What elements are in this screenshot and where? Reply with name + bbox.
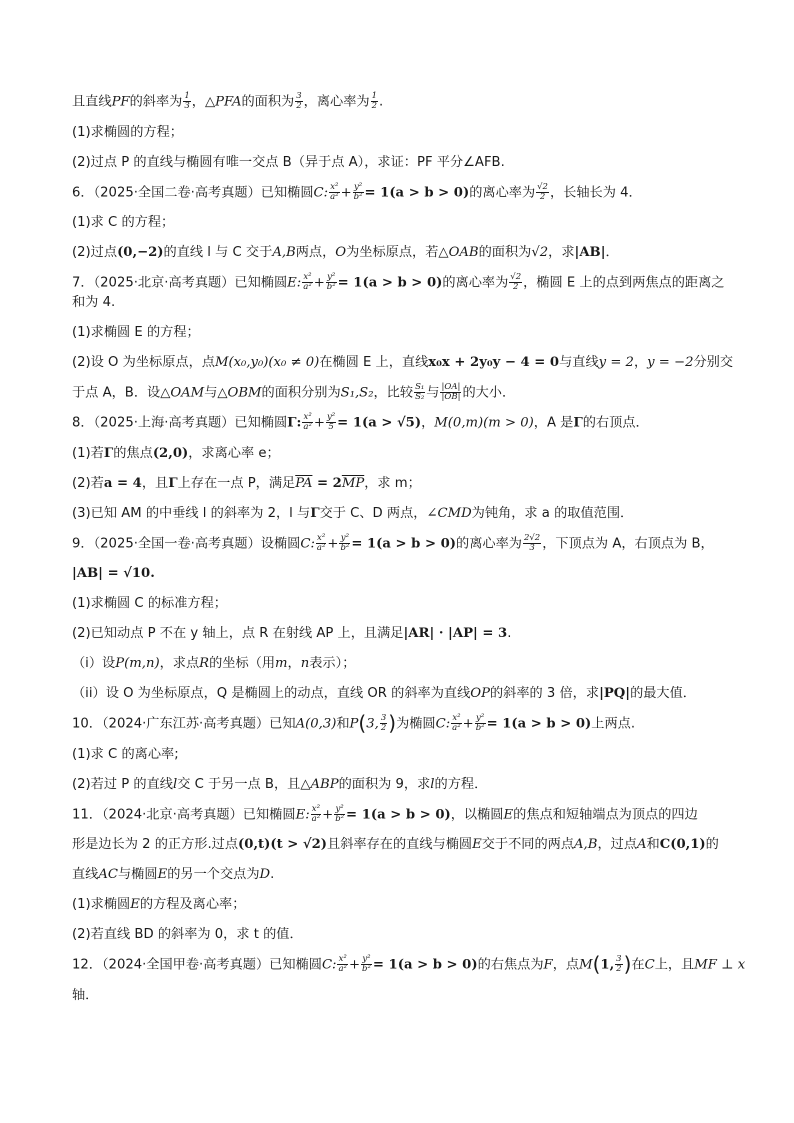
text: 的面积为 — [478, 245, 532, 260]
text: ，比较 — [373, 385, 414, 400]
text: ，求 m； — [364, 475, 421, 491]
text: . — [379, 94, 384, 110]
paren-close: ) — [623, 952, 632, 976]
paren-open: ( — [592, 952, 601, 976]
text: (1)求椭圆 — [72, 897, 131, 912]
math: D — [259, 867, 271, 882]
paren-open: ( — [358, 711, 367, 735]
math: △OBM — [217, 385, 262, 400]
text: （ii）设 O 为坐标原点，Q 是椭圆上的动点，直线 OR 的斜率为直线 — [72, 686, 471, 701]
math: C: — [313, 185, 329, 200]
fraction: $\frac{\text{x²}}{\text{a²}}$ — [338, 954, 347, 974]
fraction: $\frac{\text{y²}}{\text{b²}}$ — [353, 181, 363, 202]
text: 10．（2024·广东江苏·高考真题）已知 — [72, 716, 296, 732]
text: ，长轴长为 4． — [549, 185, 642, 200]
text: 上两点. — [591, 716, 636, 732]
math: + — [340, 185, 352, 200]
text: 与椭圆 — [118, 867, 158, 882]
fraction: $\frac{|OA|}{|OB|}$ — [441, 381, 461, 402]
math: (0,−2) — [117, 245, 164, 260]
fraction: $\frac{\text{y²}}{5}$ — [326, 412, 336, 432]
text: 于点 A，B．设 — [72, 385, 161, 400]
fraction: $\frac{\text{y²}}{\text{b²}}$ — [362, 954, 371, 974]
text: 的斜率的 3 倍，求 — [489, 686, 600, 701]
text: (2)若过 P 的直线 — [72, 776, 173, 792]
text: 的面积分别为 — [261, 385, 341, 400]
p8-stem — [72, 413, 732, 433]
problem-list — [72, 91, 746, 1016]
math: + — [327, 536, 339, 551]
p6-stem — [72, 183, 732, 203]
text: 的离心率为 — [456, 536, 522, 551]
fraction: $\frac{3}{2}$ — [296, 91, 302, 111]
p6-question-2 — [72, 243, 732, 262]
math: AC — [98, 867, 118, 882]
math: + — [322, 807, 334, 822]
text: ，点 — [552, 957, 580, 973]
p9-question-1: (1)求椭圆 C 的标准方程； — [72, 596, 227, 611]
math: y = 2 — [598, 354, 634, 370]
text: 交于不同的两点 — [481, 837, 575, 852]
math: A(0,3) — [295, 716, 337, 732]
text: 分别交 — [693, 354, 734, 370]
p5-condition — [72, 92, 732, 112]
fraction: $\frac{\text{x²}}{\text{a²}}$ — [452, 713, 461, 733]
fraction: $\frac{2√2}{3}$ — [523, 532, 541, 553]
text: 两点， — [295, 245, 336, 260]
text: ，过点 — [597, 837, 638, 852]
p11-question-1 — [72, 895, 732, 914]
math: C(0,1) — [659, 837, 706, 852]
text: ，求点 — [159, 656, 200, 671]
math: (0,t)(t > √2) — [238, 837, 328, 852]
text: 为钝角，求 a 的取值范围． — [471, 505, 634, 521]
math: P — [349, 716, 359, 732]
p11-stem — [72, 805, 732, 825]
text: ，且 — [141, 475, 169, 491]
text: 且斜率存在的直线与椭圆 — [327, 837, 473, 852]
text: 11．（2024·北京·高考真题）已知椭圆 — [72, 807, 296, 822]
math: = 1(a > b > 0) — [372, 957, 478, 973]
math: OP — [470, 686, 490, 701]
text: 的右顶点． — [582, 415, 649, 431]
math: E — [472, 837, 482, 852]
p8-question-1 — [72, 444, 732, 463]
fraction: $\frac{\text{x²}}{\text{a²}}$ — [303, 412, 312, 432]
text: 与 — [426, 385, 440, 400]
math: S₁,S₂ — [340, 385, 374, 400]
text: 的 — [705, 837, 719, 852]
text: 的焦点 — [113, 445, 153, 461]
text: 和 — [336, 716, 350, 732]
math: P(m,n) — [115, 656, 160, 671]
text: 为坐标原点，若 — [346, 245, 439, 260]
math: △OAB — [438, 245, 479, 260]
math: = 1(a > b > 0) — [346, 807, 451, 822]
math: E: — [287, 275, 302, 291]
fraction: $\frac{\text{y²}}{\text{b²}}$ — [340, 532, 350, 553]
paren-close: ) — [388, 711, 397, 735]
p6-question-1: (1)求 C 的方程； — [72, 215, 175, 230]
fraction: $\frac{3}{2}$ — [380, 713, 387, 733]
math: M(x₀,y₀)(x₀ ≠ 0) — [214, 354, 320, 370]
fraction: $\frac{\text{x²}}{\text{a²}}$ — [311, 803, 321, 824]
math: PF — [111, 94, 130, 110]
math: A,B — [574, 837, 598, 852]
math: (2,0) — [152, 445, 189, 461]
text: ， — [191, 94, 205, 110]
math: + — [462, 716, 474, 732]
math: l — [172, 776, 178, 792]
text: 的离心率为 — [442, 275, 509, 291]
math: MF ⊥ x — [694, 957, 746, 973]
text: (2)过点 — [72, 245, 118, 260]
math: ∠CMD — [426, 505, 472, 521]
math: + — [313, 415, 325, 431]
math: m — [275, 656, 288, 671]
p11-question-2: (2)若直线 BD 的斜率为 0，求 t 的值． — [72, 927, 303, 942]
math: 3, — [366, 716, 379, 732]
math: = 1(a > √5) — [337, 415, 422, 431]
fraction: $\frac{\text{y²}}{\text{b²}}$ — [335, 803, 345, 824]
fraction: $\frac{\text{x²}}{\text{a²}}$ — [330, 181, 339, 202]
p10-question-2 — [72, 775, 732, 794]
fraction: $\frac{√2}{2}$ — [537, 181, 548, 202]
text: 的方程． — [434, 776, 488, 792]
math: = 1(a > b > 0) — [337, 275, 443, 291]
text: 且直线 — [72, 94, 112, 110]
math: Γ — [573, 415, 583, 431]
math: A — [637, 837, 647, 852]
math: O — [335, 245, 347, 260]
math: M(0,m)(m > 0) — [434, 415, 534, 431]
text: ， — [633, 354, 648, 370]
text: 6．（2025·全国二卷·高考真题）已知椭圆 — [72, 185, 314, 200]
p8-question-3 — [72, 504, 732, 523]
text: 的大小． — [462, 385, 516, 400]
text: (2)已知动点 P 不在 y 轴上，点 R 在射线 AP 上，且满足 — [72, 626, 404, 641]
text: 8．（2025·上海·高考真题）已知椭圆 — [72, 415, 288, 431]
p11-stem-cont — [72, 835, 732, 854]
p7-question-2-cont — [72, 383, 732, 403]
p10-stem — [72, 711, 732, 735]
math: Γ: — [287, 415, 302, 431]
text: 上，且 — [654, 957, 695, 973]
text: 7．（2025·北京·高考真题）已知椭圆 — [72, 275, 288, 291]
math: E — [157, 867, 168, 882]
math: E: — [295, 807, 310, 822]
math: △PFA — [204, 94, 242, 110]
p9-question-2-ii — [72, 684, 732, 703]
text: 的坐标（用 — [209, 656, 276, 671]
math: R — [199, 656, 210, 671]
fraction: $\frac{√2}{2}$ — [510, 272, 522, 292]
fraction: $\frac{\text{y²}}{\text{b²}}$ — [475, 713, 485, 733]
text: 9．（2025·全国一卷·高考真题）设椭圆 — [72, 536, 301, 551]
math: F — [543, 957, 553, 973]
text: ， — [287, 656, 301, 671]
p7-question-2 — [72, 353, 732, 372]
math: Γ — [168, 475, 178, 491]
math: C: — [300, 536, 315, 551]
text: 在 — [631, 957, 645, 973]
math: E — [503, 807, 514, 822]
math: 1, — [600, 957, 615, 973]
vector: $\overline{MP}$ — [341, 475, 365, 491]
p9-question-2 — [72, 624, 732, 643]
p7-stem — [72, 273, 732, 312]
text: . — [270, 867, 275, 882]
math: + — [313, 275, 325, 291]
math: |PQ| — [599, 686, 631, 701]
math: = 1(a > b > 0) — [486, 716, 592, 732]
text: ，以椭圆 — [450, 807, 504, 822]
text: 交 C 于另一点 B，且 — [177, 776, 301, 792]
p9-stem — [72, 534, 732, 554]
math: |AR| · |AP| = 3 — [403, 626, 508, 641]
math: = 2 — [312, 475, 342, 491]
text: ，求 — [548, 245, 575, 260]
text: . — [507, 626, 512, 641]
text: 12．（2024·全国甲卷·高考真题）已知椭圆 — [72, 957, 322, 973]
fraction: $\frac{\text{y²}}{\text{b²}}$ — [326, 272, 336, 292]
p9-ab: |AB| = √10. — [72, 566, 155, 581]
math: y = −2 — [647, 354, 694, 370]
text: ． — [605, 245, 619, 260]
text: 的方程及离心率； — [139, 897, 246, 912]
math: A,B — [272, 245, 296, 260]
math: Γ — [310, 505, 320, 521]
text: 直线 — [72, 867, 99, 882]
math: + — [348, 957, 361, 973]
text: (1)若 — [72, 445, 104, 461]
p7-question-1: (1)求椭圆 E 的方程； — [72, 324, 200, 340]
p5-question-2: (2)过点 P 的直线与椭圆有唯一交点 B（异于点 A），求证：PF 平分∠AFB. — [72, 154, 505, 170]
text: 的斜率为 — [129, 94, 183, 110]
fraction: $\frac{1}{3}$ — [184, 91, 190, 111]
text: 在椭圆 E 上，直线 — [319, 354, 429, 370]
text: 的另一个交点为 — [167, 867, 260, 882]
p5-question-1: (1)求椭圆的方程； — [72, 124, 183, 140]
p10-question-1: (1)求 C 的离心率; — [72, 746, 179, 762]
text: (2)若 — [72, 475, 104, 491]
text: 交于 C、D 两点， — [319, 505, 427, 521]
fraction: $\frac{3}{2}$ — [616, 954, 622, 974]
p11-stem-cont-2 — [72, 865, 732, 884]
text: 上存在一点 P，满足 — [177, 475, 296, 491]
text: 的焦点和短轴端点为顶点的四边 — [513, 807, 698, 822]
text: 为椭圆 — [396, 716, 436, 732]
text: 的直线 l 与 C 交于 — [163, 245, 273, 260]
text: 的离心率为 — [469, 185, 536, 200]
math: M — [579, 957, 593, 973]
math: |AB| — [574, 245, 606, 260]
math: Γ — [103, 445, 114, 461]
math: △OAM — [160, 385, 205, 400]
text: ，求离心率 e； — [188, 445, 280, 461]
text: ，椭圆 E 上的点到两焦点的距离之和为 4. — [72, 275, 725, 310]
text: (2)设 O 为坐标原点，点 — [72, 354, 215, 370]
math: √2 — [531, 245, 549, 260]
text: 与 — [204, 385, 218, 400]
p9-question-2-i — [72, 654, 732, 673]
text: ，下顶点为 A，右顶点为 B， — [542, 536, 714, 551]
math: C — [644, 957, 655, 973]
text: 表示）； — [309, 656, 356, 671]
math: x₀x + 2y₀y − 4 = 0 — [428, 354, 560, 370]
math: = 1(a > b > 0) — [364, 185, 470, 200]
text: 的面积为 9，求 — [338, 776, 431, 792]
math: C: — [435, 716, 451, 732]
p8-question-2 — [72, 474, 732, 493]
math: l — [430, 776, 435, 792]
fraction: $\frac{\text{x²}}{\text{a²}}$ — [303, 272, 312, 292]
math: a = 4 — [103, 475, 142, 491]
math: n — [300, 656, 310, 671]
math: △ABP — [300, 776, 339, 792]
vector: $\overline{PA}$ — [295, 475, 313, 491]
text: 的右焦点为 — [477, 957, 544, 973]
text: ，A 是 — [533, 415, 574, 431]
text: 与直线 — [559, 354, 599, 370]
math: E — [130, 897, 140, 912]
text: （i）设 — [72, 656, 116, 671]
p12-stem — [72, 952, 746, 976]
text: ，离心率为 — [303, 94, 370, 110]
p12-stem-cont: 轴． — [72, 987, 99, 1003]
text: 的最大值． — [630, 686, 696, 701]
text: 的面积为 — [241, 94, 295, 110]
math: = 1(a > b > 0) — [351, 536, 457, 551]
text: 形是边长为 2 的正方形.过点 — [72, 837, 239, 852]
fraction: $\frac{\text{S₁}}{\text{S₂}}$ — [415, 381, 425, 402]
fraction: $\frac{\text{x²}}{\text{a²}}$ — [316, 532, 326, 553]
text: ， — [421, 415, 435, 431]
fraction: $\frac{1}{2}$ — [371, 91, 378, 111]
text: (3)已知 AM 的中垂线 l 的斜率为 2，l 与 — [72, 505, 311, 521]
math: C: — [321, 957, 337, 973]
text: 和 — [646, 837, 660, 852]
